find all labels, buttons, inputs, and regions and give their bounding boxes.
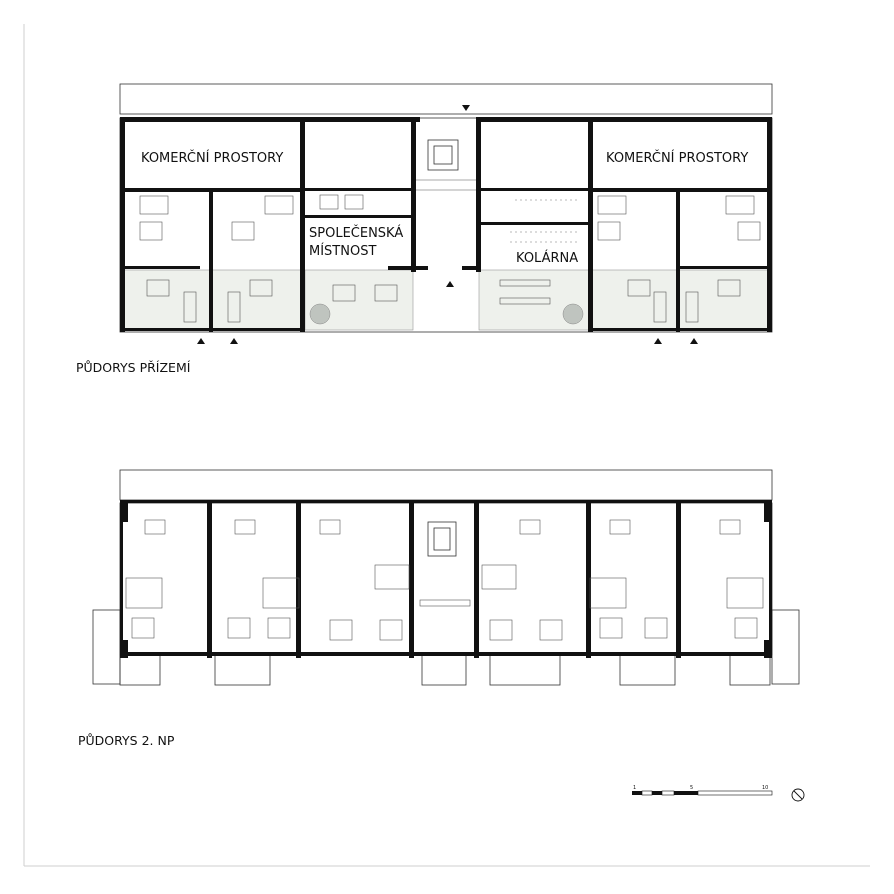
entrance-arrow-icon (654, 338, 662, 344)
entrance-arrow-icon (197, 338, 205, 344)
scale-label-10: 10 (762, 785, 769, 791)
scale-label-1: 1 (633, 785, 637, 791)
room-label-commercial-left: KOMERČNÍ PROSTORY (141, 151, 284, 166)
room-label-community-line2: MÍSTNOST (309, 244, 377, 259)
scale-bar (632, 785, 772, 795)
entrance-arrow-icon (462, 105, 470, 111)
entrance-arrow-icon (446, 281, 454, 287)
entrance-arrow-icon (690, 338, 698, 344)
room-label-commercial-right: KOMERČNÍ PROSTORY (606, 151, 749, 166)
north-arrow-icon (792, 789, 804, 801)
scale-label-5: 5 (690, 785, 694, 791)
room-label-bike-room: KOLÁRNA (516, 251, 579, 266)
ground-floor-plan (76, 84, 772, 375)
room-label-community-line1: SPOLEČENSKÁ (309, 226, 404, 241)
second-floor-plan (78, 470, 799, 748)
plan-title-second: PŮDORYS 2. NP (78, 733, 175, 748)
entrance-arrow-icon (230, 338, 238, 344)
plan-title-ground: PŮDORYS PŘÍZEMÍ (76, 360, 191, 375)
